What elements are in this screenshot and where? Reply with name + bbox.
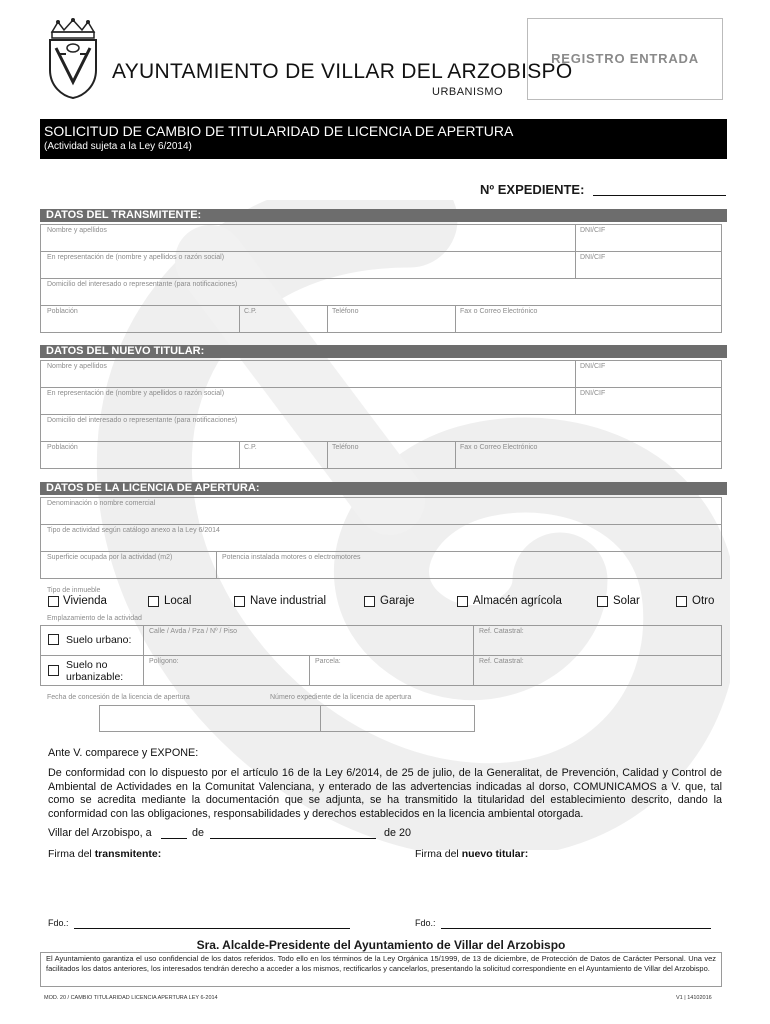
field-label: Calle / Avda / Pza / Nº / Piso <box>149 628 238 635</box>
checkbox-suelo-urbano[interactable] <box>48 634 59 645</box>
field-label: Población <box>47 308 78 315</box>
field-label: C.P. <box>244 444 257 451</box>
field-label: Emplazamiento de la actividad <box>47 615 142 622</box>
section-heading-nuevo-titular: DATOS DEL NUEVO TITULAR: <box>40 345 727 358</box>
form-title-bar <box>40 119 727 159</box>
field-label: Domicilio del interesado o representante (para notificaciones) <box>47 281 238 288</box>
privacy-box <box>40 952 722 987</box>
field-label: Fax o Correo Electrónico <box>460 444 538 451</box>
fdo-nuevo-line[interactable] <box>441 928 711 929</box>
suelo-no-urbanizable-label <box>66 659 123 683</box>
field-label: Denominación o nombre comercial <box>47 500 156 507</box>
form-subtitle: (Actividad sujeta a la Ley 6/2014) <box>44 141 192 152</box>
checkbox-nave-industrial[interactable] <box>234 596 245 607</box>
suelo-no-line-2: urbanizable: <box>66 671 124 683</box>
fdo-nuevo-label: Fdo.: <box>415 918 436 928</box>
fdo-transmitente-label: Fdo.: <box>48 918 69 928</box>
field-label: Fecha de concesión de la licencia de apertura <box>47 694 190 701</box>
coat-of-arms-logo <box>44 18 102 100</box>
section-heading-licencia: DATOS DE LA LICENCIA DE APERTURA: <box>40 482 727 495</box>
firma-transmitente-role: transmitente: <box>94 848 162 860</box>
field-label: C.P. <box>244 308 257 315</box>
field-label: Potencia instalada motores o electromotores <box>222 554 361 561</box>
expone-intro: Ante V. comparece y EXPONE: <box>48 747 199 759</box>
field-label: Ref. Catastral: <box>479 658 524 665</box>
registry-label: REGISTRO ENTRADA <box>551 51 699 66</box>
fdo-transmitente-line[interactable] <box>74 928 350 929</box>
year-label: de 20 <box>384 827 412 839</box>
field-label: DNI/CIF <box>580 390 606 397</box>
numero-expediente-licencia-field[interactable] <box>320 705 475 732</box>
department-name: URBANISMO <box>432 86 504 98</box>
field-label: Nombre y apellidos <box>47 363 107 370</box>
expone-text: De conformidad con lo dispuesto por el artículo 16 de la Ley 6/2014, de 25 de julio, de la Generalitat, de Prevención, Calidad y Control de Ambiental de Actividades en la Comunitat Valenciana, y enterado de las advertencias indicadas al dorso, COMUNICAMOS a V. que, tal como se acredita mediante la documentación que se adjunta, se ha transmitido la titularidad del establecimiento descrito, dando la conformidad con las obligaciones, responsabilidades y derechos establecidos en la licencia ambiental otorgada. <box>48 767 722 820</box>
firma-prefix: Firma del <box>48 848 92 860</box>
field-label: Domicilio del interesado o representante (para notificaciones) <box>47 417 238 424</box>
checkbox-vivienda[interactable] <box>48 596 59 607</box>
option-nave-industrial: Nave industrial <box>250 595 327 607</box>
checkbox-otro[interactable] <box>676 596 687 607</box>
field-label: DNI/CIF <box>580 227 606 234</box>
suelo-urbano-label: Suelo urbano: <box>66 634 132 646</box>
field-label: DNI/CIF <box>580 363 606 370</box>
field-label: DNI/CIF <box>580 254 606 261</box>
checkbox-almacen-agricola[interactable] <box>457 596 468 607</box>
day-input-line[interactable] <box>161 838 187 839</box>
checkbox-solar[interactable] <box>597 596 608 607</box>
field-label: Teléfono <box>332 444 359 451</box>
registry-stamp-box <box>527 18 723 100</box>
model-code: MOD. 20 / CAMBIO TITULARIDAD LICENCIA APERTURA LEY 6-2014 <box>44 995 218 1001</box>
nuevo-name-field[interactable] <box>40 360 576 388</box>
place-label: Villar del Arzobispo, a <box>48 827 152 839</box>
field-label: Nombre y apellidos <box>47 227 107 234</box>
month-input-line[interactable] <box>210 838 376 839</box>
fecha-concesion-field[interactable] <box>99 705 321 732</box>
field-label: Tipo de actividad según catálogo anexo a la Ley 6/2014 <box>47 527 220 534</box>
checkbox-suelo-no-urbanizable[interactable] <box>48 665 59 676</box>
field-label: Tipo de inmueble <box>47 587 101 594</box>
section-heading-transmitente: DATOS DEL TRANSMITENTE: <box>40 209 727 222</box>
checkbox-garaje[interactable] <box>364 596 375 607</box>
version-code: V1 | 14102016 <box>676 995 712 1001</box>
field-label: Polígono: <box>149 658 179 665</box>
firma-prefix: Firma del <box>415 848 459 860</box>
field-label: Parcela: <box>315 658 341 665</box>
option-local: Local <box>164 595 192 607</box>
option-otro: Otro <box>692 595 715 607</box>
option-almacen-agricola: Almacén agrícola <box>473 595 562 607</box>
option-vivienda: Vivienda <box>63 595 107 607</box>
expediente-input-line[interactable] <box>593 195 726 196</box>
field-label: Número expediente de la licencia de apertura <box>270 694 412 701</box>
town-name: AYUNTAMIENTO DE VILLAR DEL ARZOBISPO <box>112 60 573 83</box>
transmitente-name-field[interactable] <box>40 224 576 252</box>
field-label: Fax o Correo Electrónico <box>460 308 538 315</box>
firma-nuevo-role: nuevo titular: <box>461 848 529 860</box>
de-label: de <box>192 827 205 839</box>
field-label: En representación de (nombre y apellidos o razón social) <box>47 390 225 397</box>
expediente-label: Nº EXPEDIENTE: <box>480 182 585 197</box>
field-label: Superficie ocupada por la actividad (m2) <box>47 554 173 561</box>
privacy-text: El Ayuntamiento garantiza el uso confidencial de los datos referidos. Todo ello en los términos de la Ley Orgánica 15/1999, de 13 de diciembre, de Protección de Datos de Carácter Personal. Una vez facilitados los datos anteriores, los interesados tendrán derecho a acceder a los mismos, rectificarlos y cancelarlos, presentando la solicitud correspondiente en el Ayuntamiento de Villar del Arzobispo. <box>46 954 716 973</box>
field-label: En representación de (nombre y apellidos o razón social) <box>47 254 225 261</box>
checkbox-local[interactable] <box>148 596 159 607</box>
suelo-no-line-1: Suelo no <box>66 659 108 671</box>
firma-transmitente-label <box>48 848 161 860</box>
addressee: Sra. Alcalde-Presidente del Ayuntamiento de Villar del Arzobispo <box>196 938 566 952</box>
form-title: SOLICITUD DE CAMBIO DE TITULARIDAD DE LICENCIA DE APERTURA <box>44 123 514 139</box>
field-label: Ref. Catastral: <box>479 628 524 635</box>
field-label: Teléfono <box>332 308 359 315</box>
field-label: Población <box>47 444 78 451</box>
option-solar: Solar <box>613 595 640 607</box>
option-garaje: Garaje <box>380 595 415 607</box>
firma-nuevo-label <box>415 848 528 860</box>
